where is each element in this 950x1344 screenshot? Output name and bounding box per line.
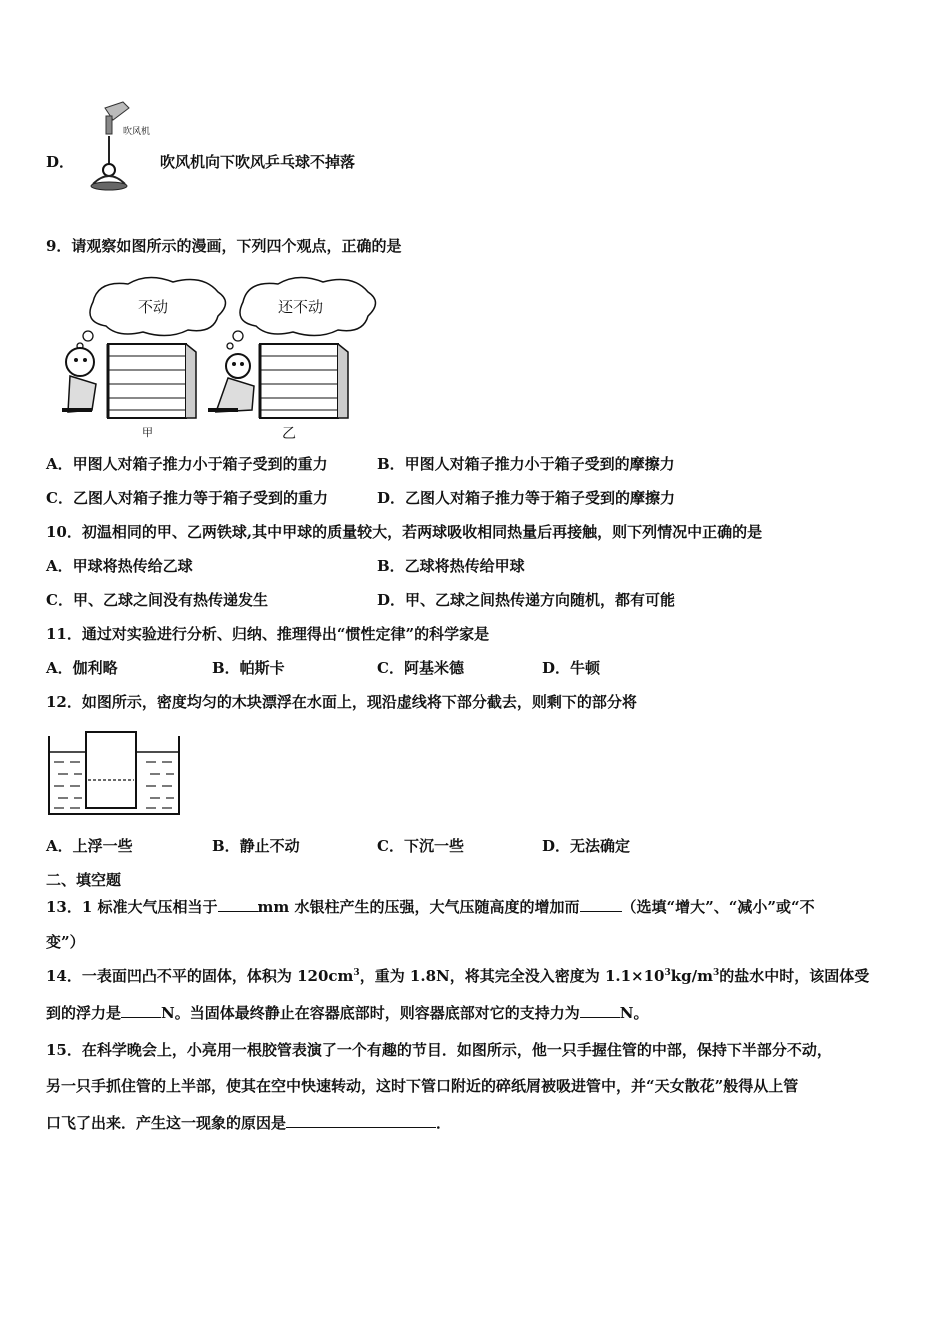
q13-part1: 13．1 标准大气压相当于 (46, 898, 218, 916)
q14-blank-1[interactable] (121, 1002, 161, 1018)
q14-blank-2[interactable] (580, 1002, 620, 1018)
q15-line3 (46, 1112, 451, 1133)
caption-yi: 乙 (282, 426, 296, 442)
cartoon-figure (48, 272, 398, 444)
q14-part4: 的盐水中时，该固体受 (719, 967, 870, 985)
q8-option-d-text: 吹风机向下吹风乒乓球不掉落 (160, 153, 356, 171)
section-heading: 二、填空题 (46, 871, 122, 889)
q10-option-d: D．甲、乙球之间热传递方向随机，都有可能 (377, 591, 676, 609)
hair-dryer-figure (85, 98, 165, 198)
q14-line2 (46, 1002, 648, 1023)
q11-stem: 11．通过对实验进行分析、归纳、推理得出“惯性定律”的科学家是 (46, 625, 490, 643)
q11-option-d: D．牛顿 (542, 659, 601, 677)
q14-part3: kg/m (670, 967, 713, 985)
q12-option-b: B．静止不动 (212, 837, 300, 855)
q13-part3: （选填“增大”、“减小”或“不 (621, 898, 815, 916)
q14-sup3: 3 (712, 968, 720, 978)
q15-blank[interactable] (286, 1112, 436, 1128)
q13-blank-2[interactable] (580, 896, 622, 912)
floating-block-figure (46, 730, 182, 818)
q12-stem: 12．如图所示，密度均匀的木块漂浮在水面上，现沿虚线将下部分截去，则剩下的部分将 (46, 693, 637, 711)
q13-line1 (46, 896, 815, 917)
q10-option-a: A．甲球将热传给乙球 (46, 557, 193, 575)
q13-part2: mm 水银柱产生的压强，大气压随高度的增加而 (257, 898, 580, 916)
q15-line3a: 口飞了出来．产生这一现象的原因是 (46, 1114, 287, 1132)
q9-option-c: C．乙图人对箱子推力等于箱子受到的重力 (46, 489, 328, 507)
q9-stem: 9．请观察如图所示的漫画，下列四个观点，正确的是 (46, 237, 402, 255)
q12-option-a: A．上浮一些 (46, 837, 133, 855)
q15-line3b: ． (436, 1114, 452, 1132)
q14-sup1: 3 (353, 968, 360, 978)
q15-line2: 另一只手抓住管的上半部，使其在空中快速转动，这时下管口附近的碎纸屑被吸进管中，并“天女散花”般得从上管 (46, 1077, 799, 1095)
q14-part2: ，重为 1.8N，将其完全没入密度为 1.1×10 (359, 967, 665, 985)
q11-option-b: B．帕斯卡 (212, 659, 285, 677)
q11-option-c: C．阿基米德 (377, 659, 464, 677)
q14-sup2: 3 (664, 968, 671, 978)
q14-l2a: 到的浮力是 (46, 1004, 122, 1022)
q10-stem: 10．初温相同的甲、乙两铁球,其中甲球的质量较大，若两球吸收相同热量后再接触，则下列情况中正确的是 (46, 523, 763, 541)
q15-line1: 15．在科学晚会上，小亮用一根胶管表演了一个有趣的节目．如图所示，他一只手握住管的中部，保持下半部分不动， (46, 1041, 832, 1059)
q8-option-d-letter: D． (46, 153, 75, 171)
q10-option-c: C．甲、乙球之间没有热传递发生 (46, 591, 268, 609)
q9-option-a: A．甲图人对箱子推力小于箱子受到的重力 (46, 455, 328, 473)
q13-blank-1[interactable] (218, 896, 258, 912)
caption-jia: 甲 (142, 426, 153, 439)
q14-l2c: N。 (619, 1004, 649, 1022)
q12-option-d: D．无法确定 (542, 837, 631, 855)
bubble-text-1: 不动 (138, 298, 169, 316)
fig-label-dryer: 吹风机 (123, 127, 151, 137)
bubble-text-2: 还不动 (278, 298, 324, 316)
q12-option-c: C．下沉一些 (377, 837, 464, 855)
q14-l2b: N。当固体最终静止在容器底部时，则容器底部对它的支持力为 (161, 1004, 580, 1022)
q10-option-b: B．乙球将热传给甲球 (377, 557, 525, 575)
q13-line2: 变”） (46, 933, 85, 951)
q9-option-d: D．乙图人对箱子推力等于箱子受到的摩擦力 (377, 489, 676, 507)
q14-part1: 14．一表面凹凸不平的固体，体积为 120cm (46, 967, 354, 985)
q14-line1 (46, 966, 869, 986)
q11-option-a: A．伽利略 (46, 659, 118, 677)
q9-option-b: B．甲图人对箱子推力小于箱子受到的摩擦力 (377, 455, 675, 473)
